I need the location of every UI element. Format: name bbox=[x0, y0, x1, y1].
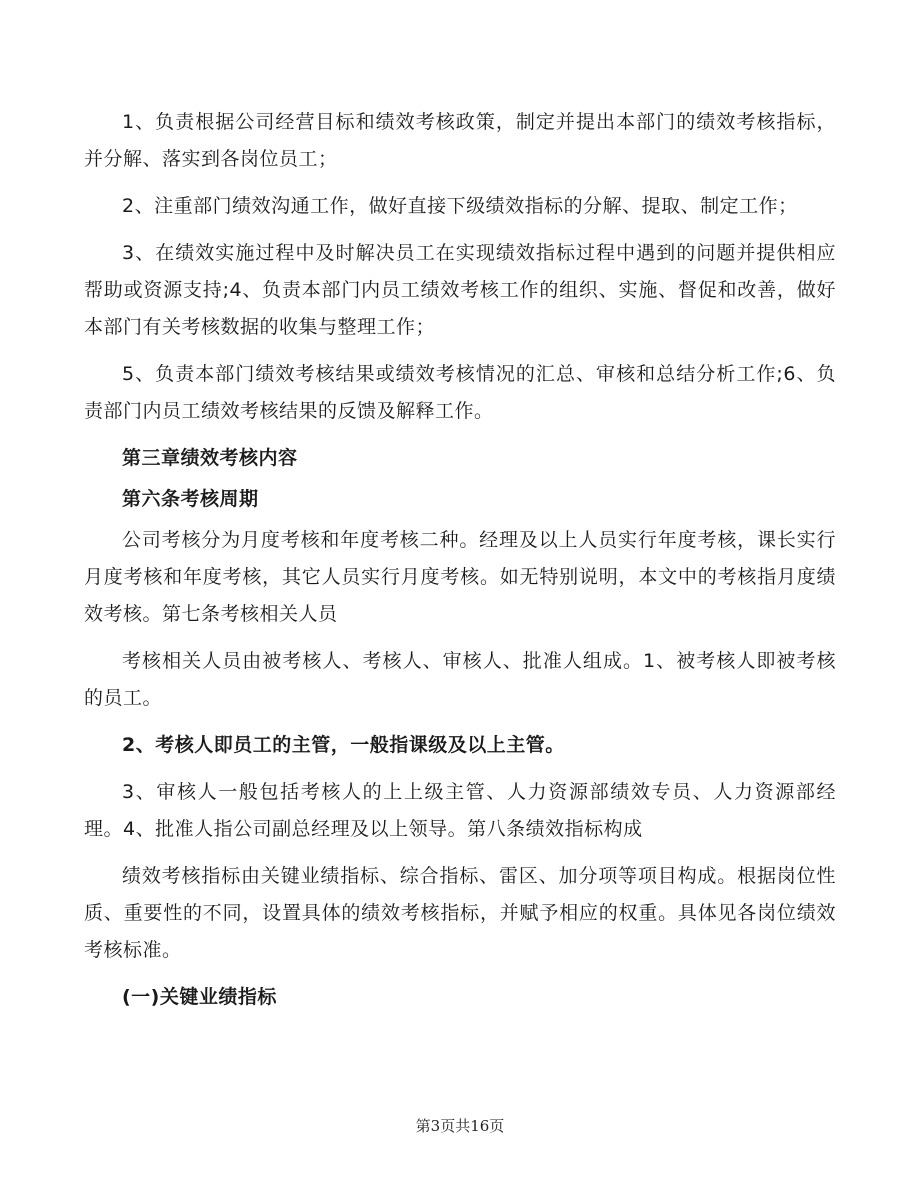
paragraph-reviewer: 3、审核人一般包括考核人的上上级主管、人力资源部绩效专员、人力资源部经理。4、批准人指公司副总经理及以上领导。第八条绩效指标构成 bbox=[84, 781, 836, 840]
page-number: 第3页共16页 bbox=[415, 1117, 505, 1135]
paragraph-duty-1: 1、负责根据公司经营目标和绩效考核政策，制定并提出本部门的绩效考核指标，并分解、落实到各岗位员工； bbox=[84, 111, 836, 170]
paragraph-duty-2: 2、注重部门绩效沟通工作，做好直接下级绩效指标的分解、提取、制定工作； bbox=[122, 195, 798, 217]
paragraph-people: 考核相关人员由被考核人、考核人、审核人、批准人组成。1、被考核人即被考核的员工。 bbox=[84, 650, 836, 709]
paragraph-cycle: 公司考核分为月度考核和年度考核二种。经理及以上人员实行年度考核，课长实行月度考核和年度考核，其它人员实行月度考核。如无特别说明，本文中的考核指月度绩效考核。第七条考核相关人员 bbox=[84, 529, 836, 625]
paragraph-indicators: 绩效考核指标由关键业绩指标、综合指标、雷区、加分项等项目构成。根据岗位性质、重要性的不同，设置具体的绩效考核指标，并赋予相应的权重。具体见各岗位绩效考核标准。 bbox=[84, 865, 836, 961]
document-body bbox=[84, 104, 836, 1026]
paragraph-assessor: 2、考核人即员工的主管，一般指课级及以上主管。 bbox=[122, 734, 565, 756]
article-heading: 第六条考核周期 bbox=[122, 488, 259, 510]
section-heading-kpi: (一)关键业绩指标 bbox=[122, 986, 277, 1008]
paragraph-duty-5-6: 5、负责本部门绩效考核结果或绩效考核情况的汇总、审核和总结分析工作;6、负责部门内员工绩效考核结果的反馈及解释工作。 bbox=[84, 363, 836, 422]
paragraph-duty-3-4: 3、在绩效实施过程中及时解决员工在实现绩效指标过程中遇到的问题并提供相应帮助或资源支持;4、负责本部门内员工绩效考核工作的组织、实施、督促和改善，做好本部门有关考核数据的收集与整理工作； bbox=[84, 242, 836, 338]
chapter-heading: 第三章绩效考核内容 bbox=[122, 447, 298, 469]
